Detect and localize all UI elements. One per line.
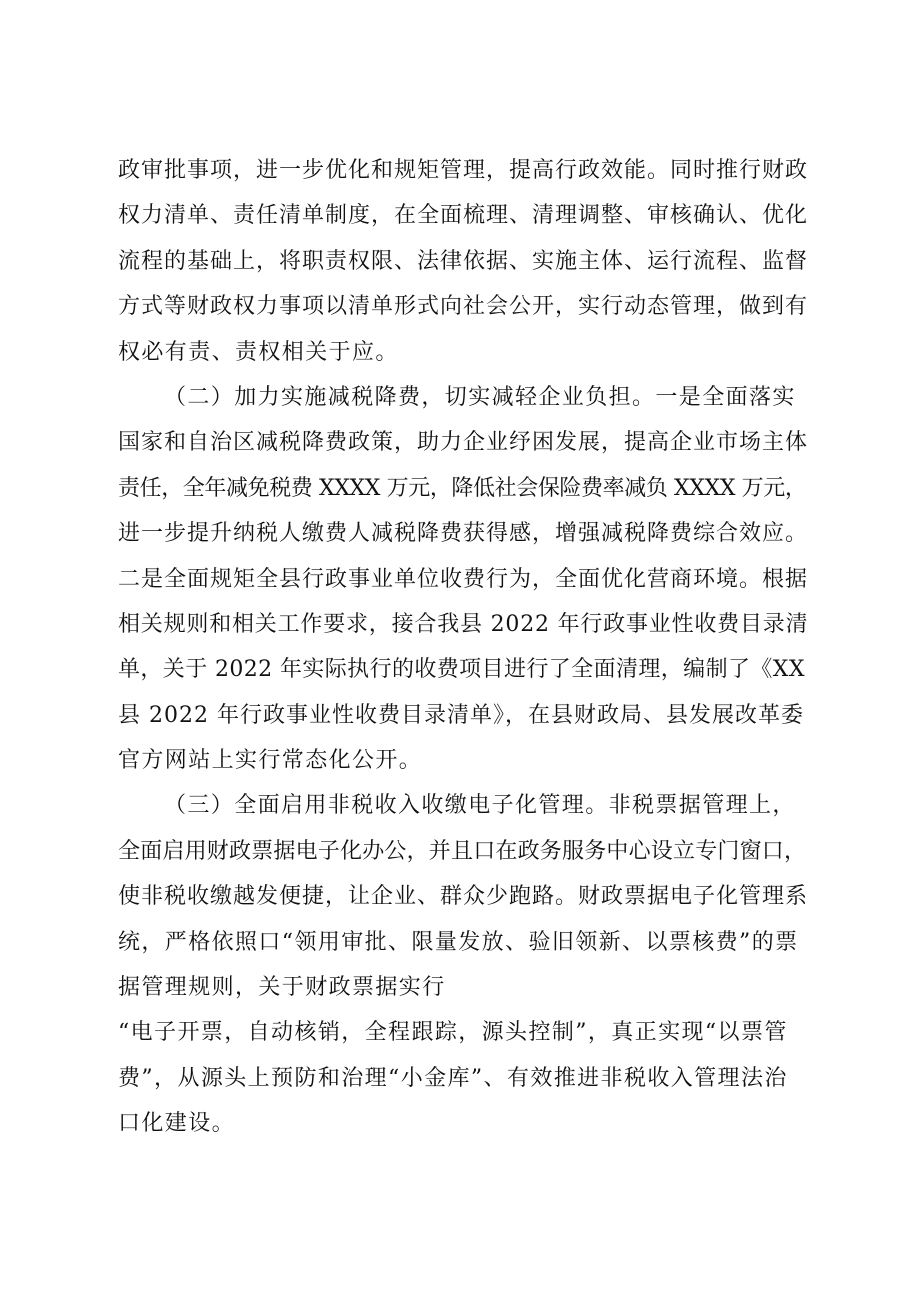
text-line: 使非税收缴越发便捷，让企业、群众少跑路。财政票据电子化管理系 — [118, 884, 809, 910]
text-line: 政审批事项，进一步优化和规矩管理，提高行政效能。同时推行财政 — [118, 158, 809, 183]
text-line: 相关规则和相关工作要求，接合我县 2022 年行政事业性收费目录清 — [118, 611, 809, 637]
text-line: 口化建设。 — [118, 1111, 236, 1137]
text-line: 费”，从源头上预防和治理“小金库”、有效推进非税收入管理法治 — [118, 1065, 788, 1091]
text-line: 流程的基础上，将职责权限、法律依据、实施主体、运行流程、监督 — [118, 248, 809, 274]
text-line: 单，关于 2022 年实际执行的收费项目进行了全面清理，编制了《XX — [118, 657, 805, 683]
text-line: （二）加力实施减税降费，切实减轻企业负担。一是全面落实 — [164, 384, 796, 410]
text-line: 责任，全年减免税费 XXXX 万元，降低社会保险费率减负 XXXX 万元， — [118, 475, 807, 501]
text-line: 进一步提升纳税人缴费人减税降费获得感，增强减税降费综合效应。 — [118, 521, 809, 547]
document-body — [118, 148, 808, 1147]
text-line: 国家和自治区减税降费政策，助力企业纾困发展，提高企业市场主体 — [118, 430, 809, 456]
text-line: 方式等财政权力事项以清单形式向社会公开，实行动态管理，做到有 — [118, 294, 809, 320]
text-line: （三）全面启用非税收入收缴电子化管理。非税票据管理上， — [164, 793, 796, 819]
text-line: 统，严格依照口“领用审批、限量发放、验旧领新、以票核费”的票 — [118, 929, 799, 955]
text-line: 据管理规则，关于财政票据实行 — [118, 975, 446, 1001]
text-line: 县 2022 年行政事业性收费目录清单》，在县财政局、县发展改革委 — [118, 702, 804, 728]
text-line: 二是全面规矩全县行政事业单位收费行为，全面优化营商环境。根据 — [118, 566, 809, 592]
text-line: “电子开票，自动核销，全程跟踪，源头控制”，真正实现“以票管 — [118, 1020, 788, 1046]
text-line: 权力清单、责任清单制度，在全面梳理、清理调整、审核确认、优化 — [118, 203, 809, 229]
text-line: 权必有责、责权相关于应。 — [118, 339, 399, 365]
text-line: 全面启用财政票据电子化办公，并且口在政务服务中心设立专门窗口， — [118, 838, 807, 864]
text-line: 官方网站上实行常态化公开。 — [118, 748, 423, 774]
